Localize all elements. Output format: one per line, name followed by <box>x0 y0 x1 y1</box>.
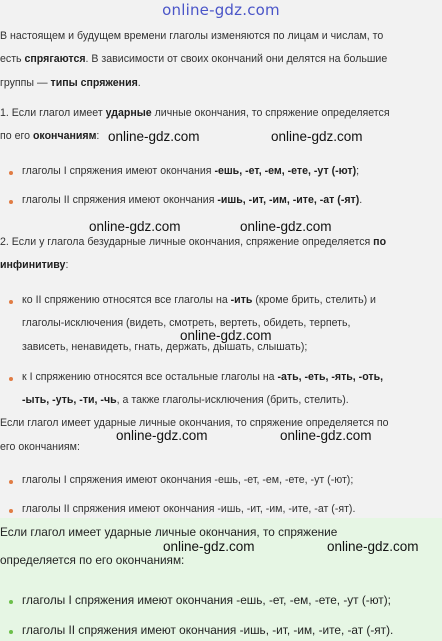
bullet-icon <box>9 300 13 304</box>
rule2-bullet-1-line-3: зависеть, ненавидеть, гнать, держать, дышать, слышать); <box>22 341 308 353</box>
watermark: online-gdz.com <box>327 539 419 554</box>
bullet-icon <box>9 630 13 634</box>
repeat2-bullet-2: глаголы II спряжения имеют окончания -ишь, -ит, -им, -ите, -ат (-ят). <box>22 623 394 637</box>
watermark: online-gdz.com <box>89 219 181 234</box>
repeat1-line-1: Если глагол имеет ударные личные окончания, то спряжение определяется по <box>0 417 389 429</box>
bullet-icon <box>9 171 13 175</box>
bullet-icon <box>9 200 13 204</box>
watermark: online-gdz.com <box>180 328 272 343</box>
repeat2-line-2: определяется по его окончаниям: <box>0 553 185 567</box>
watermark: online-gdz.com <box>116 428 208 443</box>
rule2-bullet-2-line-1: к I спряжению относятся все остальные глаголы на -ать, -еть, -ять, -оть, <box>22 371 384 383</box>
intro-line-2: есть спрягаются. В зависимости от своих окончаний они делятся на большие <box>0 53 388 65</box>
rule1-line-1: 1. Если глагол имеет ударные личные окончания, то спряжение определяется <box>0 107 390 119</box>
rule1-bullet-1: глаголы I спряжения имеют окончания -ешь, -ет, -ем, -ете, -ут (-ют); <box>22 165 360 177</box>
rule1-line-2: по его окончаниям: <box>0 130 100 142</box>
top-watermark: online-gdz.com <box>162 1 280 19</box>
repeat2-line-1: Если глагол имеет ударные личные окончания, то спряжение <box>0 525 338 539</box>
rule2-line-2: инфинитиву: <box>0 259 69 271</box>
repeat2-bullet-1: глаголы I спряжения имеют окончания -ешь, -ет, -ем, -ете, -ут (-ют); <box>22 593 391 607</box>
bullet-icon <box>9 480 13 484</box>
bullet-icon <box>9 377 13 381</box>
watermark: online-gdz.com <box>280 428 372 443</box>
rule2-bullet-2-line-2: -ыть, -уть, -ти, -чь, а также глаголы-исключения (брить, стелить). <box>22 394 349 406</box>
rule2-line-1: 2. Если у глагола безударные личные окончания, спряжение определяется по <box>0 236 387 248</box>
repeat1-line-2: его окончаниям: <box>0 441 80 453</box>
repeat1-bullet-2: глаголы II спряжения имеют окончания -ишь, -ит, -им, -ите, -ат (-ят). <box>22 503 356 515</box>
watermark: online-gdz.com <box>163 539 255 554</box>
watermark: online-gdz.com <box>240 219 332 234</box>
intro-line-3: группы — типы спряжения. <box>0 77 141 89</box>
rule2-bullet-1-line-1: ко II спряжению относятся все глаголы на -ить (кроме брить, стелить) и <box>22 294 376 306</box>
intro-line-1: В настоящем и будущем времени глаголы изменяются по лицам и числам, то <box>0 30 384 42</box>
watermark: online-gdz.com <box>108 129 200 144</box>
rule1-bullet-2: глаголы II спряжения имеют окончания -ишь, -ит, -им, -ите, -ат (-ят). <box>22 194 363 206</box>
bullet-icon <box>9 509 13 513</box>
repeat1-bullet-1: глаголы I спряжения имеют окончания -ешь, -ет, -ем, -ете, -ут (-ют); <box>22 474 354 486</box>
rule2-bullet-1-line-2: глаголы-исключения (видеть, смотреть, вертеть, обидеть, терпеть, <box>22 317 351 329</box>
bullet-icon <box>9 600 13 604</box>
watermark: online-gdz.com <box>271 129 363 144</box>
